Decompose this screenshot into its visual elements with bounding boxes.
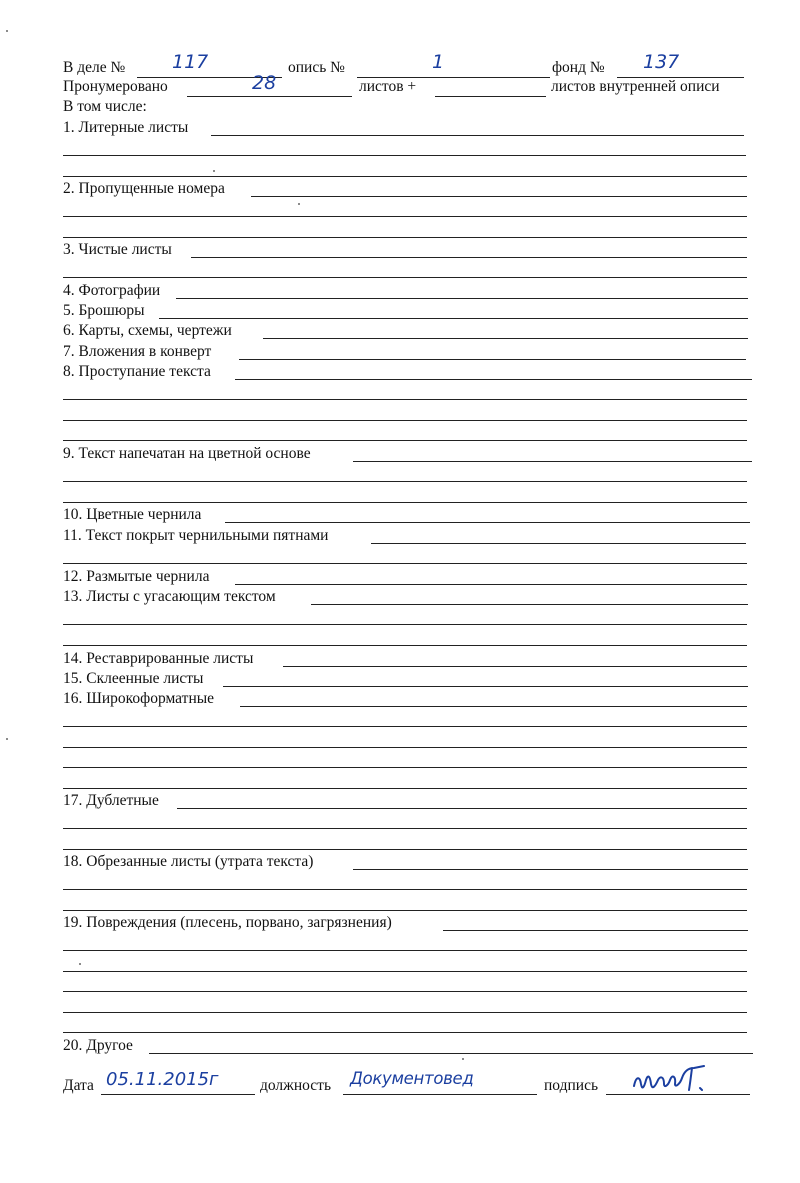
blank-line [63,440,747,441]
item-17-line [177,808,747,809]
numbered-value: 28 [252,72,277,94]
numbered-field-line [187,96,352,97]
blank-line [63,1012,747,1013]
sheets-plus-label: листов + [359,78,417,95]
item-5-line [159,318,748,319]
item-2-label: 2. Пропущенные номера [63,180,225,197]
scan-speck [6,30,8,32]
date-field-line [101,1094,255,1095]
item-6-label: 6. Карты, схемы, чертежи [63,322,232,339]
case-number-label: В деле № [63,59,126,76]
item-13-line [311,604,748,605]
internal-sheets-field-line [435,96,546,97]
item-4-label: 4. Фотографии [63,282,161,299]
date-label: Дата [63,1077,94,1094]
item-16-label: 16. Широкоформатные [63,690,215,707]
signature-label: подпись [544,1077,599,1094]
blank-line [63,563,747,564]
blank-line [63,950,747,951]
inventory-number-label: опись № [288,59,345,76]
item-7-line [239,359,746,360]
blank-line [63,216,747,217]
handwritten-signature [628,1062,712,1098]
blank-line [63,726,747,727]
blank-line [63,971,747,972]
item-15-label: 15. Склеенные листы [63,670,204,687]
numbered-label: Пронумеровано [63,78,168,95]
blank-line [63,889,747,890]
item-14-label: 14. Реставрированные листы [63,650,254,667]
item-18-line [353,869,748,870]
blank-line [63,624,747,625]
blank-line [63,788,747,789]
item-8-label: 8. Проступание текста [63,363,211,380]
position-value: Документовед [350,1069,474,1088]
item-20-line [149,1053,753,1054]
item-17-label: 17. Дублетные [63,792,159,809]
blank-line [63,747,747,748]
date-value: 05.11.2015г [106,1069,219,1090]
blank-line [63,910,747,911]
item-1-line [211,135,744,136]
item-6-line [263,338,748,339]
item-12-label: 12. Размытые чернила [63,568,210,585]
scan-speck [298,203,300,205]
item-14-line [283,666,747,667]
item-13-label: 13. Листы с угасающим текстом [63,588,276,605]
item-15-line [223,686,748,687]
item-16-line [240,706,747,707]
item-11-line [371,543,746,544]
case-number-value: 117 [172,51,209,73]
item-19-line [443,930,748,931]
blank-line [63,502,747,503]
item-12-line [235,584,747,585]
item-2-line [251,196,747,197]
item-9-line [353,461,752,462]
item-3-line [191,257,747,258]
blank-line [63,176,747,177]
scan-speck [213,170,215,172]
blank-line [63,277,747,278]
item-5-label: 5. Брошюры [63,302,145,319]
scan-speck [6,738,8,740]
blank-line [63,828,747,829]
blank-line [63,237,747,238]
position-label: должность [260,1077,332,1094]
blank-line [63,1032,747,1033]
scan-speck [79,963,81,965]
item-3-label: 3. Чистые листы [63,241,172,258]
item-4-line [176,298,748,299]
internal-inventory-label: листов внутренней описи [551,78,720,95]
blank-line [63,399,747,400]
blank-line [63,155,746,156]
fond-number-label: фонд № [552,59,605,76]
fond-number-value: 137 [643,51,680,73]
inventory-number-value: 1 [432,51,445,73]
item-20-label: 20. Другое [63,1037,133,1054]
scan-speck [462,1058,464,1060]
item-18-label: 18. Обрезанные листы (утрата текста) [63,853,314,870]
blank-line [63,767,747,768]
blank-line [63,481,747,482]
item-9-label: 9. Текст напечатан на цветной основе [63,445,311,462]
blank-line [63,991,747,992]
item-11-label: 11. Текст покрыт чернильными пятнами [63,527,329,544]
blank-line [63,849,747,850]
item-8-line [235,379,752,380]
item-19-label: 19. Повреждения (плесень, порвано, загрязнения) [63,914,392,931]
blank-line [63,645,747,646]
item-1-label: 1. Литерные листы [63,119,189,136]
position-field-line [343,1094,537,1095]
blank-line [63,420,747,421]
item-10-label: 10. Цветные чернила [63,506,202,523]
item-7-label: 7. Вложения в конверт [63,343,212,360]
including-label: В том числе: [63,98,147,115]
item-10-line [225,522,750,523]
